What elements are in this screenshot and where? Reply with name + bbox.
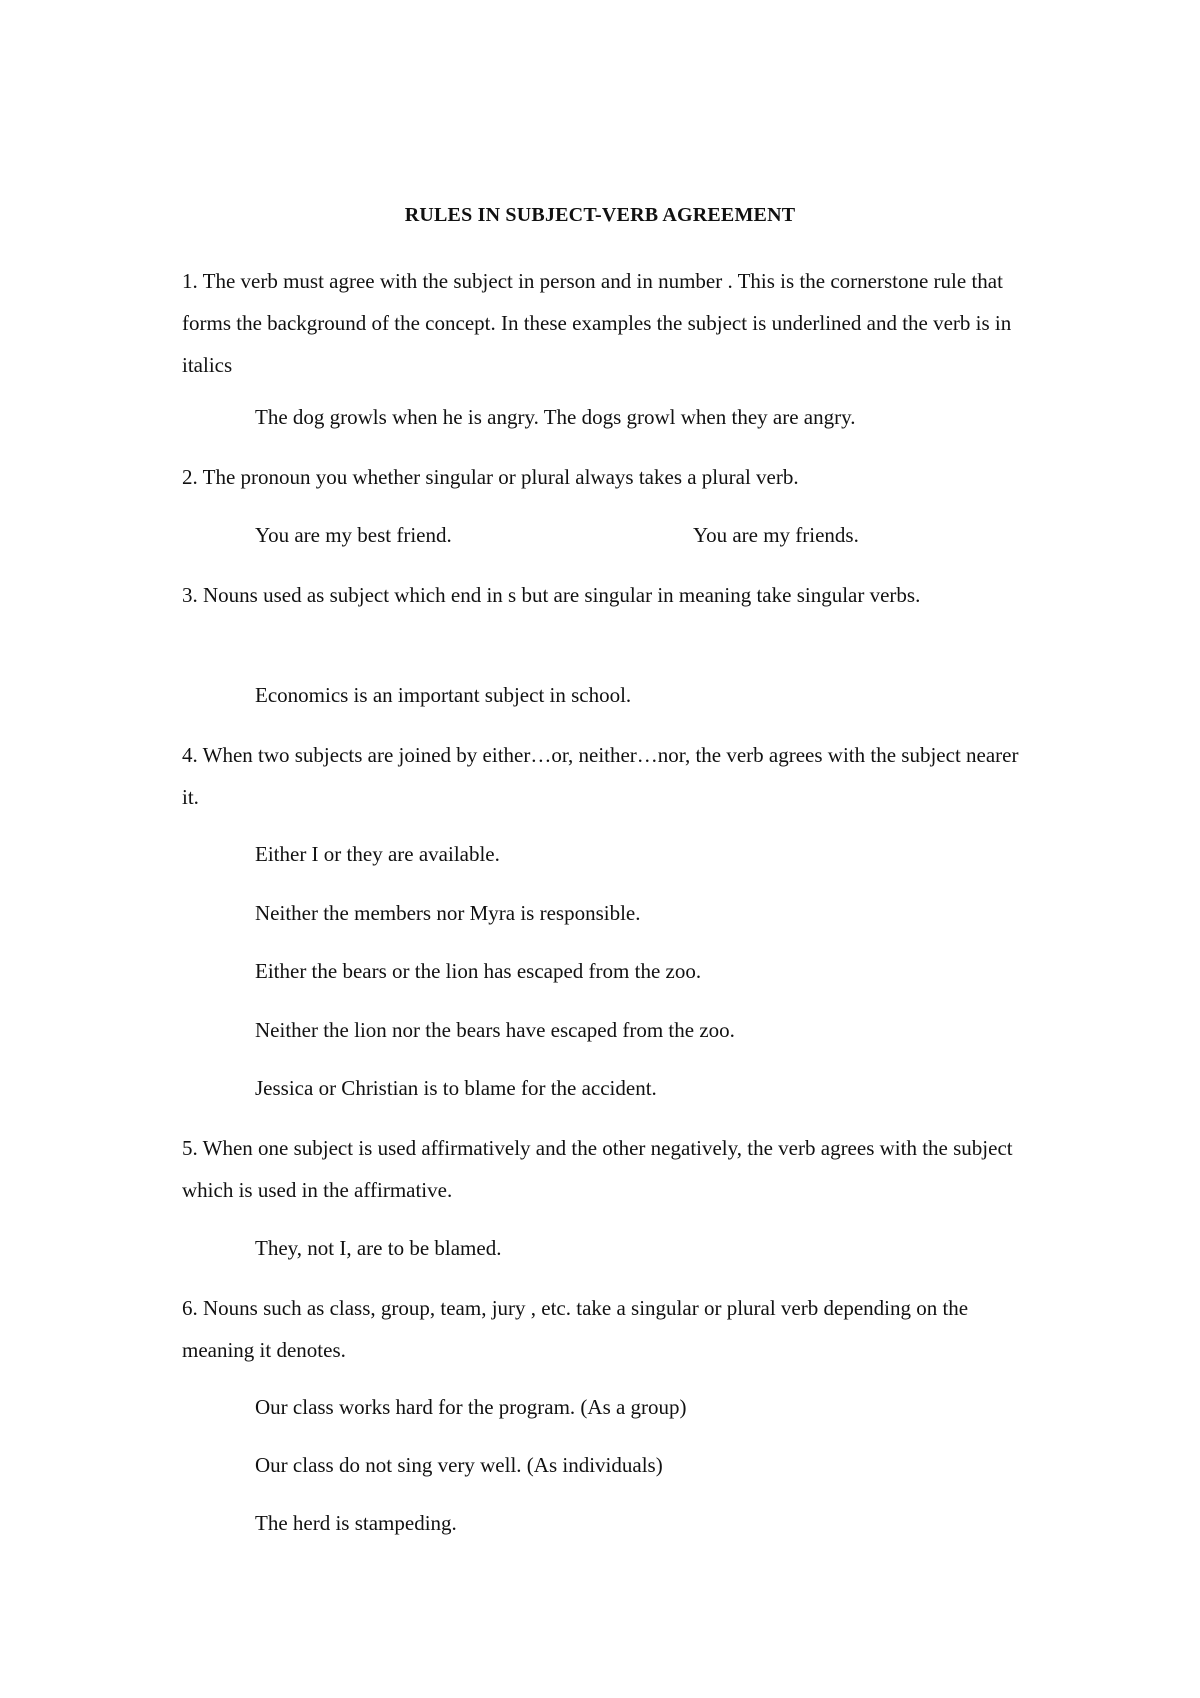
- rule-4-text: 4. When two subjects are joined by either…or, neither…nor, the verb agrees with the subject nearer it.: [182, 743, 1019, 809]
- rule-3-text: 3. Nouns used as subject which end in s but are singular in meaning take singular verbs.: [182, 583, 921, 607]
- rule-6-text: 6. Nouns such as class, group, team, jury , etc. take a singular or plural verb depending on the meaning it denotes.: [182, 1296, 969, 1362]
- rule-2-text: 2. The pronoun you whether singular or plural always takes a plural verb.: [182, 465, 799, 489]
- rule-4-example-1: Either I or they are available.: [255, 842, 500, 866]
- rule-4-example-4: Neither the lion nor the bears have escaped from the zoo.: [255, 1018, 735, 1042]
- rule-1-text: 1. The verb must agree with the subject in person and in number . This is the cornerstone rule that forms the background of the concept. In these examples the subject is underlined and the verb is in italics: [182, 269, 1012, 377]
- rule-4-example-3: Either the bears or the lion has escaped from the zoo.: [255, 959, 702, 983]
- rule-6-example-3: The herd is stampeding.: [255, 1511, 457, 1535]
- rule-3-example-1: Economics is an important subject in school.: [255, 683, 632, 707]
- rule-5-example-1: They, not I, are to be blamed.: [255, 1236, 502, 1260]
- document-title: RULES IN SUBJECT-VERB AGREEMENT: [404, 204, 796, 226]
- rule-4-example-5: Jessica or Christian is to blame for the accident.: [255, 1076, 657, 1100]
- rule-6-example-2: Our class do not sing very well. (As individuals): [255, 1453, 663, 1477]
- rule-6-example-1: Our class works hard for the program. (As a group): [255, 1395, 687, 1419]
- rule-1-example-1: The dog growls when he is angry. The dogs growl when they are angry.: [255, 405, 856, 429]
- rule-2-example-1: You are my best friend.: [255, 523, 452, 547]
- rule-4-example-2: Neither the members nor Myra is responsible.: [255, 901, 641, 925]
- rule-2-example-2: You are my friends.: [693, 523, 859, 547]
- rule-5-text: 5. When one subject is used affirmatively and the other negatively, the verb agrees with the subject which is used in the affirmative.: [182, 1136, 1013, 1202]
